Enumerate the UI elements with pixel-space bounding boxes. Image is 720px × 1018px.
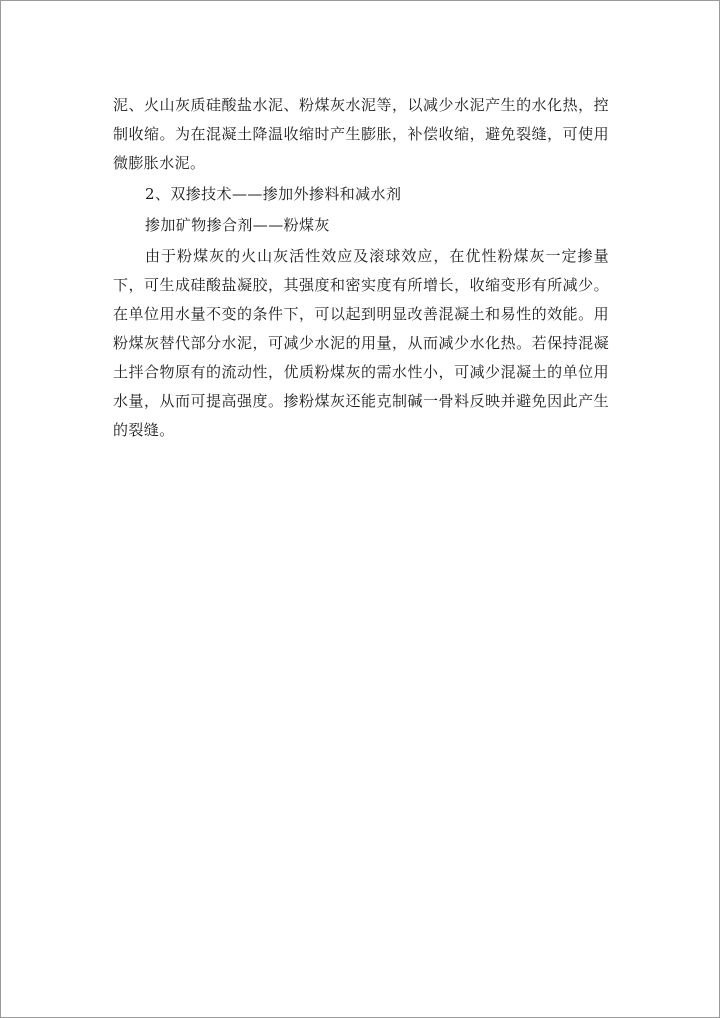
subheading-fly-ash: 掺加矿物掺合剂——粉煤灰: [145, 216, 330, 234]
page-body: [113, 91, 609, 445]
paragraph-fly-ash-effects: 由于粉煤灰的火山灰活性效应及滚球效应，在优性粉煤灰一定掺量下，可生成硅酸盐凝胶，其强度和密实度有所增长，收缩变形有所减少。在单位用水量不变的条件下，可以起到明显改善混凝土和易性的效能。用粉煤灰替代部分水泥，可减少水泥的用量，从而减少水化热。若保持混凝土拌合物原有的流动性，优质粉煤灰的需水性小，可减少混凝土的单位用水量，从而可提高强度。掺粉煤灰还能克制碱一骨料反映并避免因此产生的裂缝。: [113, 247, 609, 439]
heading-double-admixture: 2、双掺技术——掺加外掺料和减水剂: [145, 185, 402, 203]
paragraph-cement-selection: 泥、火山灰质硅酸盐水泥、粉煤灰水泥等，以减少水泥产生的水化热，控制收缩。为在混凝土降温收缩时产生膨胀，补偿收缩，避免裂缝，可使用微膨胀水泥。: [113, 96, 609, 172]
